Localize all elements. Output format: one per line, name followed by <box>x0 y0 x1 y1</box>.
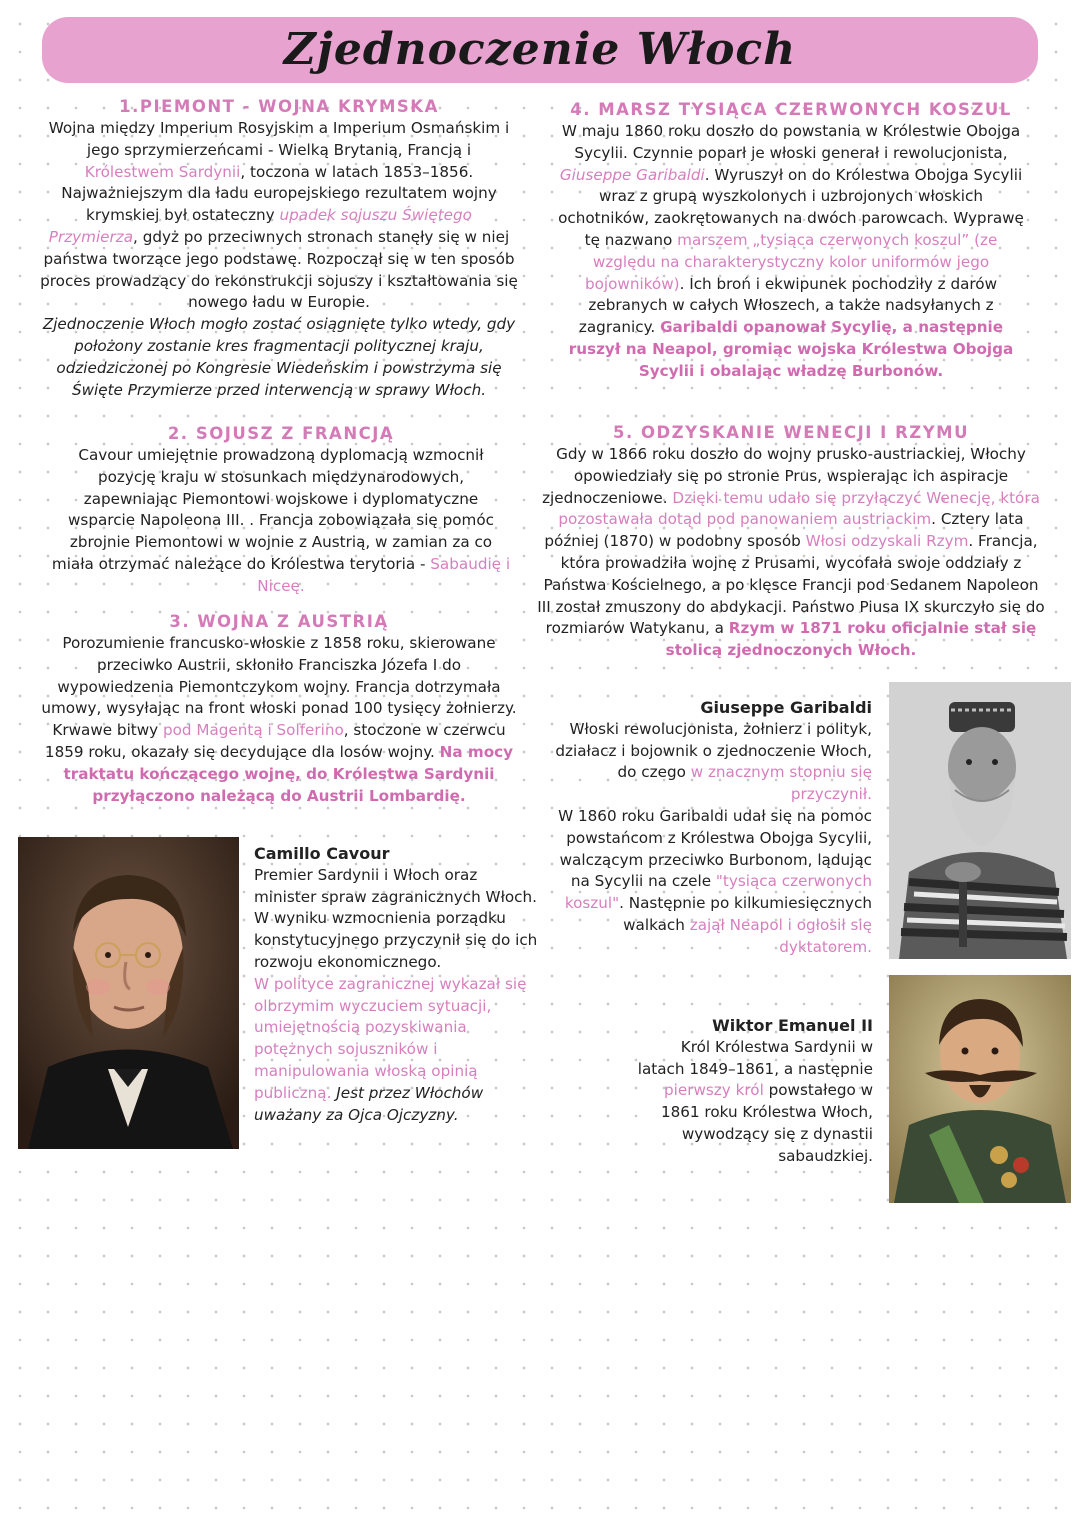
highlight-text: Na mocy traktatu kończącego wojnę, do Królestwa Sardynii przyłączono należącą do Austrii Lombardię. <box>63 742 514 805</box>
section-heading: 1.PIEMONT - WOJNA KRYMSKA <box>119 97 439 116</box>
highlight-text: "tysiąca czerwonych koszul" <box>564 872 872 913</box>
section-sojusz <box>50 423 512 598</box>
bio-paragraph: Premier Sardynii i Włoch oraz minister spraw zagranicznych Włoch. W wyniku wzmocnienia porządku konstytucyjnego przyczynił się do ich rozwoju ekonomicznego. <box>254 865 538 971</box>
highlight-text: W polityce zagranicznej wykazał się olbrzymim wyczuciem sytuacji, umiejętnością pozyskiwania potężnych sojuszników i manipulowania włoską opinią publiczną. <box>254 974 527 1102</box>
highlight-text: upadek sojuszu Świętego Przymierza <box>48 206 472 246</box>
section-paragraph <box>552 121 1030 383</box>
section-paragraph <box>50 445 512 598</box>
bio-name: Camillo Cavour <box>254 844 390 863</box>
text: . Cztery lata później (1870) w podobny sposób <box>544 510 1024 551</box>
title-banner <box>42 17 1038 83</box>
section-marsz <box>552 99 1030 383</box>
text: Cavour umiejętnie prowadzoną dyplomacją wzmocnił pozycję kraju w stosunkach międzynarodowych, zapewniając Piemontowi wojskowe i dyplomatyczne wsparcie Napoleona III. . Francja zobowiązała się pomóc zbrojnie Piemontowi w wojnie z Austrią, w zamian za co miała otrzymać należące do Królestwa terytoria - <box>51 446 494 573</box>
text: Włoski rewolucjonista, żołnierz i polityk, działacz i bojownik o zjednoczenie Włoch, do czego <box>555 719 872 782</box>
text: . Następnie po kilkumiesięcznych walkach <box>619 894 872 934</box>
text: powstałego w 1861 roku Królestwa Włoch, wywodzący się z dynastii sabaudzkiej. <box>660 1081 873 1165</box>
highlight-text: marszem „tysiąca czerwonych koszul” (ze względu na charakterystyczny kolor uniformów jego bojowników) <box>584 230 998 293</box>
wiktor-portrait <box>889 975 1071 1203</box>
section-piemont <box>40 96 518 401</box>
highlight-text: Dzięki temu udało się przyłączyć Wenecję, która pozostawała dotąd pod panowaniem austriackim <box>558 488 1040 529</box>
text: . Ich broń i ekwipunek pochodziły z darów zebranych w całych Włoszech, a także nadsyłanych z zagranicy. <box>578 274 998 337</box>
text: . Wyruszył on do Królestwa Obojga Sycylii wraz z grupą wyszkolonych i uzbrojonych włoskich ochotników, zaokrętowanych na dwóch parowcach. Wyprawę tę nazwano <box>558 165 1024 249</box>
garibaldi-bio <box>540 697 872 959</box>
bio-paragraph <box>540 806 872 959</box>
section-paragraph: Zjednoczenie Włoch mogło zostać osiągnięte tylko wtedy, gdy położony zostanie kres fragmentacji politycznej kraju, odziedziczonej po Kongresie Wiedeńskim i powstrzyma się Święte Przymierze przed interwencją w sprawy Włoch. <box>42 315 516 399</box>
highlight-text: w znacznym stopniu się przyczynił. <box>690 763 872 804</box>
section-paragraph <box>536 444 1046 662</box>
bio-paragraph <box>540 719 872 806</box>
wiktor-bio <box>630 1015 873 1168</box>
text: , stoczone w czerwcu 1859 roku, okazały się decydujące dla losów wojny. <box>44 721 506 761</box>
highlight-text: Sabaudię i Niceę. <box>257 554 511 595</box>
text: W 1860 roku Garibaldi udał się na pomoc powstańcom z Królestwa Obojga Sycylii, walczącym przeciwko Burbonom, lądując na Sycylii na czele <box>558 806 872 891</box>
highlight-text: Garibaldi opanował Sycylię, a następnie ruszył na Neapol, gromiąc wojska Królestwa Obojga Sycylii i obalając władzę Burbonów. <box>568 318 1014 380</box>
text: Najważniejszym dla ładu europejskiego rezultatem wojny krymskiej był ostateczny <box>61 184 497 225</box>
bio-paragraph <box>254 974 544 1127</box>
highlight-text: pod Magentą i Solferino <box>162 721 344 740</box>
bio-name: Wiktor Emanuel II <box>712 1016 873 1035</box>
highlight-text: Królestwem Sardynii <box>84 162 241 181</box>
bio-name: Giuseppe Garibaldi <box>700 698 872 717</box>
highlight-text: Włosi odzyskali Rzym <box>805 532 969 551</box>
text: , gdyż po przeciwnych stronach stanęły się w niej państwa tworzące jego podstawę. Rozpoczął się w ten sposób proces prowadzący do rekonstrukcji sojuszy i kształtowania się nowego ładu w Europie. <box>40 227 518 312</box>
section-heading: 4. MARSZ TYSIĄCA CZERWONYCH KOSZUL <box>570 100 1012 119</box>
text: , toczona w latach 1853–1856. <box>240 162 474 181</box>
page-title: Zjednoczenie Włoch <box>283 24 797 75</box>
garibaldi-portrait <box>889 682 1071 959</box>
text: . Francja, która prowadziła wojnę z Prusami, wycofała swoje oddziały z Państwa Kościelnego, a po klęsce Francji pod Sedanem Napoleon III został zmuszony do abdykacji. Państwo Piusa IX skurczyło się do rozmiarów Watykanu, a <box>537 532 1045 638</box>
section-paragraph <box>40 633 518 807</box>
highlight-text: Giuseppe Garibaldi <box>559 165 705 184</box>
section-heading: 5. ODZYSKANIE WENECJI I RZYMU <box>612 423 970 442</box>
highlight-text: pierwszy król <box>664 1081 764 1100</box>
highlight-text: Rzym w 1871 roku oficjalnie stał się stolicą zjednoczonych Włoch. <box>665 619 1037 660</box>
bio-paragraph <box>630 1037 873 1168</box>
section-paragraph <box>40 183 518 314</box>
cavour-portrait <box>18 837 239 1149</box>
section-wojna-austria <box>40 611 518 807</box>
text: Król Królestwa Sardynii w latach 1849–1861, a następnie <box>637 1037 873 1078</box>
text: Jest przez Włochów uważany za Ojca Ojczyzny. <box>254 1083 484 1124</box>
section-heading: 3. WOJNA Z AUSTRIĄ <box>169 612 389 631</box>
cavour-bio <box>254 843 544 1126</box>
section-wenecja-rzym <box>536 422 1046 662</box>
section-paragraph <box>40 118 518 183</box>
text: Gdy w 1866 roku doszło do wojny prusko-austriackiej, Włochy opowiedziały się po stronie Prus, wspierając ich aspiracje zjednoczeniowe. <box>542 445 1026 507</box>
text: W maju 1860 roku doszło do powstania w Królestwie Obojga Sycylii. Czynnie poparł je włoski generał i rewolucjonista, <box>561 122 1021 162</box>
text: Wojna między Imperium Rosyjskim a Imperium Osmańskim i jego sprzymierzeńcami - Wielką Brytanią, Francją i <box>48 119 510 159</box>
highlight-text: zajął Neapol i ogłosił się dyktatorem. <box>689 915 872 956</box>
section-heading: 2. SOJUSZ Z FRANCJĄ <box>167 424 395 443</box>
text: Porozumienie francusko-włoskie z 1858 roku, skierowane przeciwko Austrii, skłoniło Franciszka Józefa I do wypowiedzenia Piemontczykom wojny. Francja dotrzymała umowy, wysyłając na front włoski ponad 100 tysięcy żołnierzy. Krwawe bitwy <box>41 634 517 740</box>
